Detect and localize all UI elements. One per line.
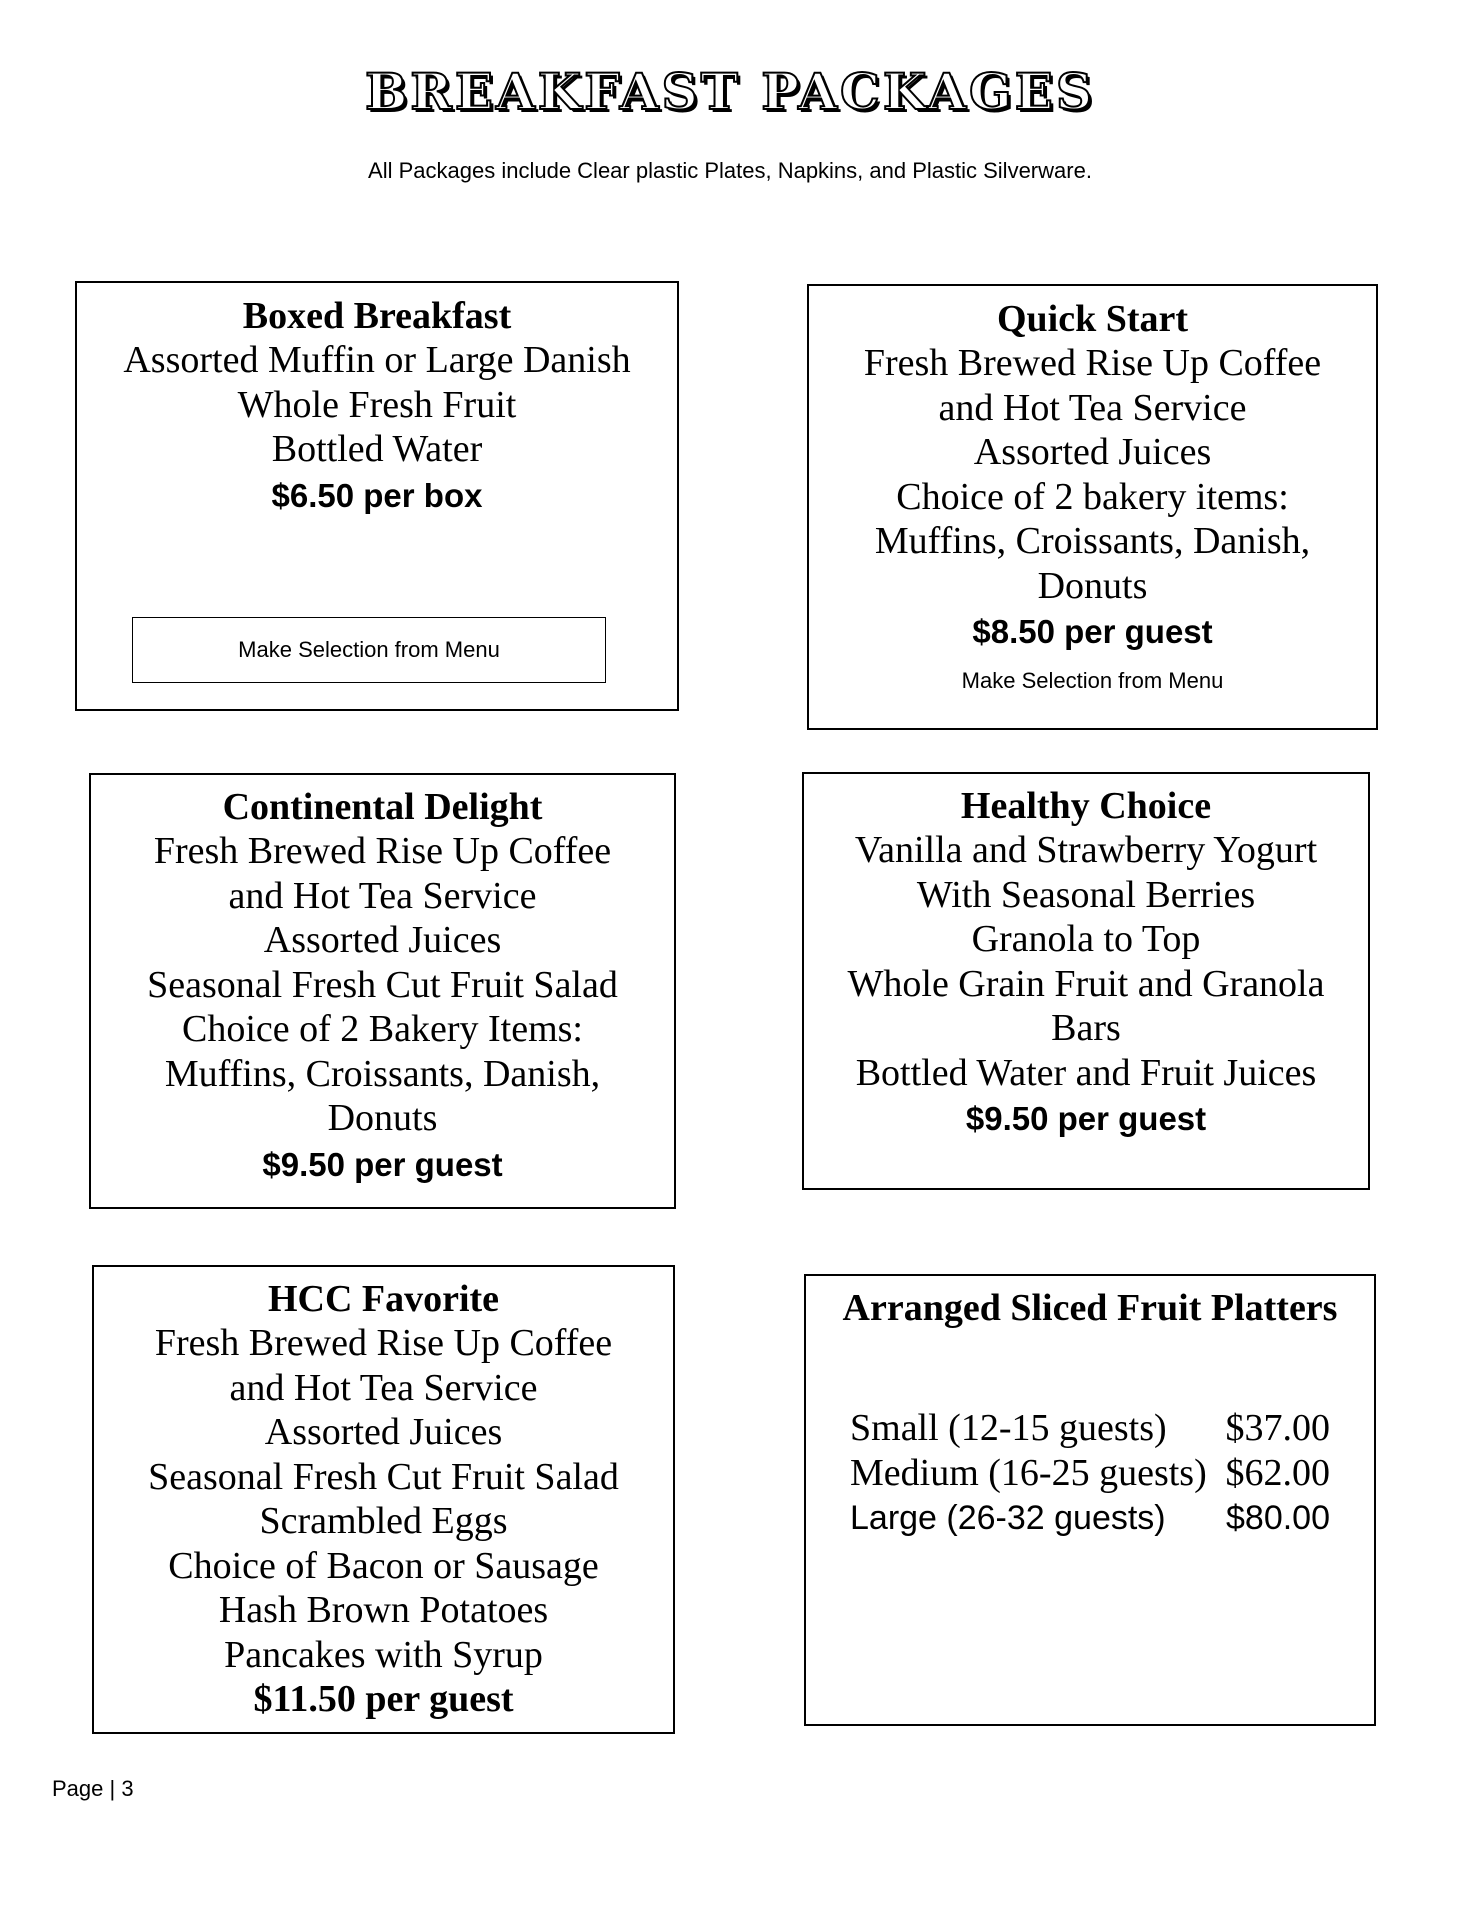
package-healthy-choice [802, 772, 1370, 1190]
package-heading: Quick Start [996, 298, 1189, 340]
platter-size: Small (12-15 guests) [850, 1407, 1167, 1449]
package-hcc-favorite [92, 1265, 675, 1734]
package-item: Fresh Brewed Rise Up Coffee [153, 830, 612, 872]
package-item: Whole Fresh Fruit [237, 383, 517, 426]
package-price: $9.50 per guest [262, 1145, 503, 1183]
package-item: Pancakes with Syrup [224, 1633, 543, 1676]
package-heading: HCC Favorite [267, 1278, 500, 1320]
package-item: Choice of 2 bakery items: [896, 475, 1289, 518]
platter-row-small [806, 1406, 1374, 1451]
package-item: Granola to Top [971, 918, 1201, 960]
make-selection-box [132, 617, 606, 683]
page-title: BREAKFAST PACKAGES [365, 62, 1095, 121]
package-continental-delight [89, 773, 676, 1209]
platter-price: $80.00 [1226, 1499, 1330, 1537]
package-item: Bottled Water [271, 428, 483, 470]
package-item: Bars [1051, 1007, 1121, 1049]
package-item: and Hot Tea Service [229, 1366, 538, 1409]
package-item: Donuts [1037, 564, 1148, 607]
package-item: Assorted Juices [263, 919, 502, 961]
package-quick-start [807, 284, 1378, 730]
make-selection-label: Make Selection from Menu [238, 637, 500, 662]
platter-size: Large (26-32 guests) [850, 1499, 1166, 1537]
package-boxed-breakfast [75, 281, 679, 711]
package-item: Vanilla and Strawberry Yogurt [854, 829, 1318, 871]
platter-price-list [806, 1406, 1374, 1541]
package-heading: Continental Delight [222, 786, 543, 828]
package-item: Muffins, Croissants, Danish, [874, 520, 1311, 562]
package-heading: Arranged Sliced Fruit Platters [842, 1287, 1338, 1329]
package-item: and Hot Tea Service [938, 386, 1247, 429]
package-item: Bottled Water and Fruit Juices [855, 1051, 1317, 1094]
package-item: Seasonal Fresh Cut Fruit Salad [147, 963, 618, 1006]
page-subtitle: All Packages include Clear plastic Plates, Napkins, and Plastic Silverware. [368, 158, 1092, 183]
package-item: Donuts [327, 1097, 438, 1139]
package-item: Assorted Juices [973, 431, 1212, 473]
package-item: Fresh Brewed Rise Up Coffee [154, 1322, 613, 1364]
package-price: $6.50 per box [271, 476, 483, 514]
platter-price: $62.00 [1225, 1452, 1330, 1494]
make-selection-label: Make Selection from Menu [961, 668, 1224, 693]
package-item: With Seasonal Berries [916, 873, 1256, 916]
package-item: Choice of Bacon or Sausage [168, 1544, 599, 1587]
package-item: Seasonal Fresh Cut Fruit Salad [148, 1455, 619, 1498]
platter-row-medium [806, 1451, 1374, 1496]
package-item: Whole Grain Fruit and Granola [847, 962, 1325, 1005]
package-item: Assorted Juices [264, 1411, 503, 1453]
package-fruit-platters [804, 1274, 1376, 1726]
package-price: $11.50 per guest [253, 1678, 514, 1720]
package-item: Scrambled Eggs [259, 1500, 508, 1542]
package-item: and Hot Tea Service [228, 874, 537, 917]
platter-size: Medium (16-25 guests) [850, 1452, 1207, 1494]
package-price: $9.50 per guest [965, 1100, 1207, 1137]
package-price: $8.50 per guest [972, 613, 1213, 650]
page-number: Page | 3 [52, 1776, 134, 1801]
platter-price: $37.00 [1225, 1407, 1330, 1449]
package-item: Fresh Brewed Rise Up Coffee [863, 342, 1322, 384]
package-heading: Healthy Choice [960, 785, 1212, 827]
package-item: Muffins, Croissants, Danish, [164, 1052, 601, 1095]
package-item: Assorted Muffin or Large Danish [123, 339, 631, 381]
platter-row-large [806, 1496, 1374, 1541]
package-item: Choice of 2 Bakery Items: [181, 1008, 583, 1050]
package-item: Hash Brown Potatoes [218, 1589, 549, 1631]
package-heading: Boxed Breakfast [242, 295, 512, 337]
